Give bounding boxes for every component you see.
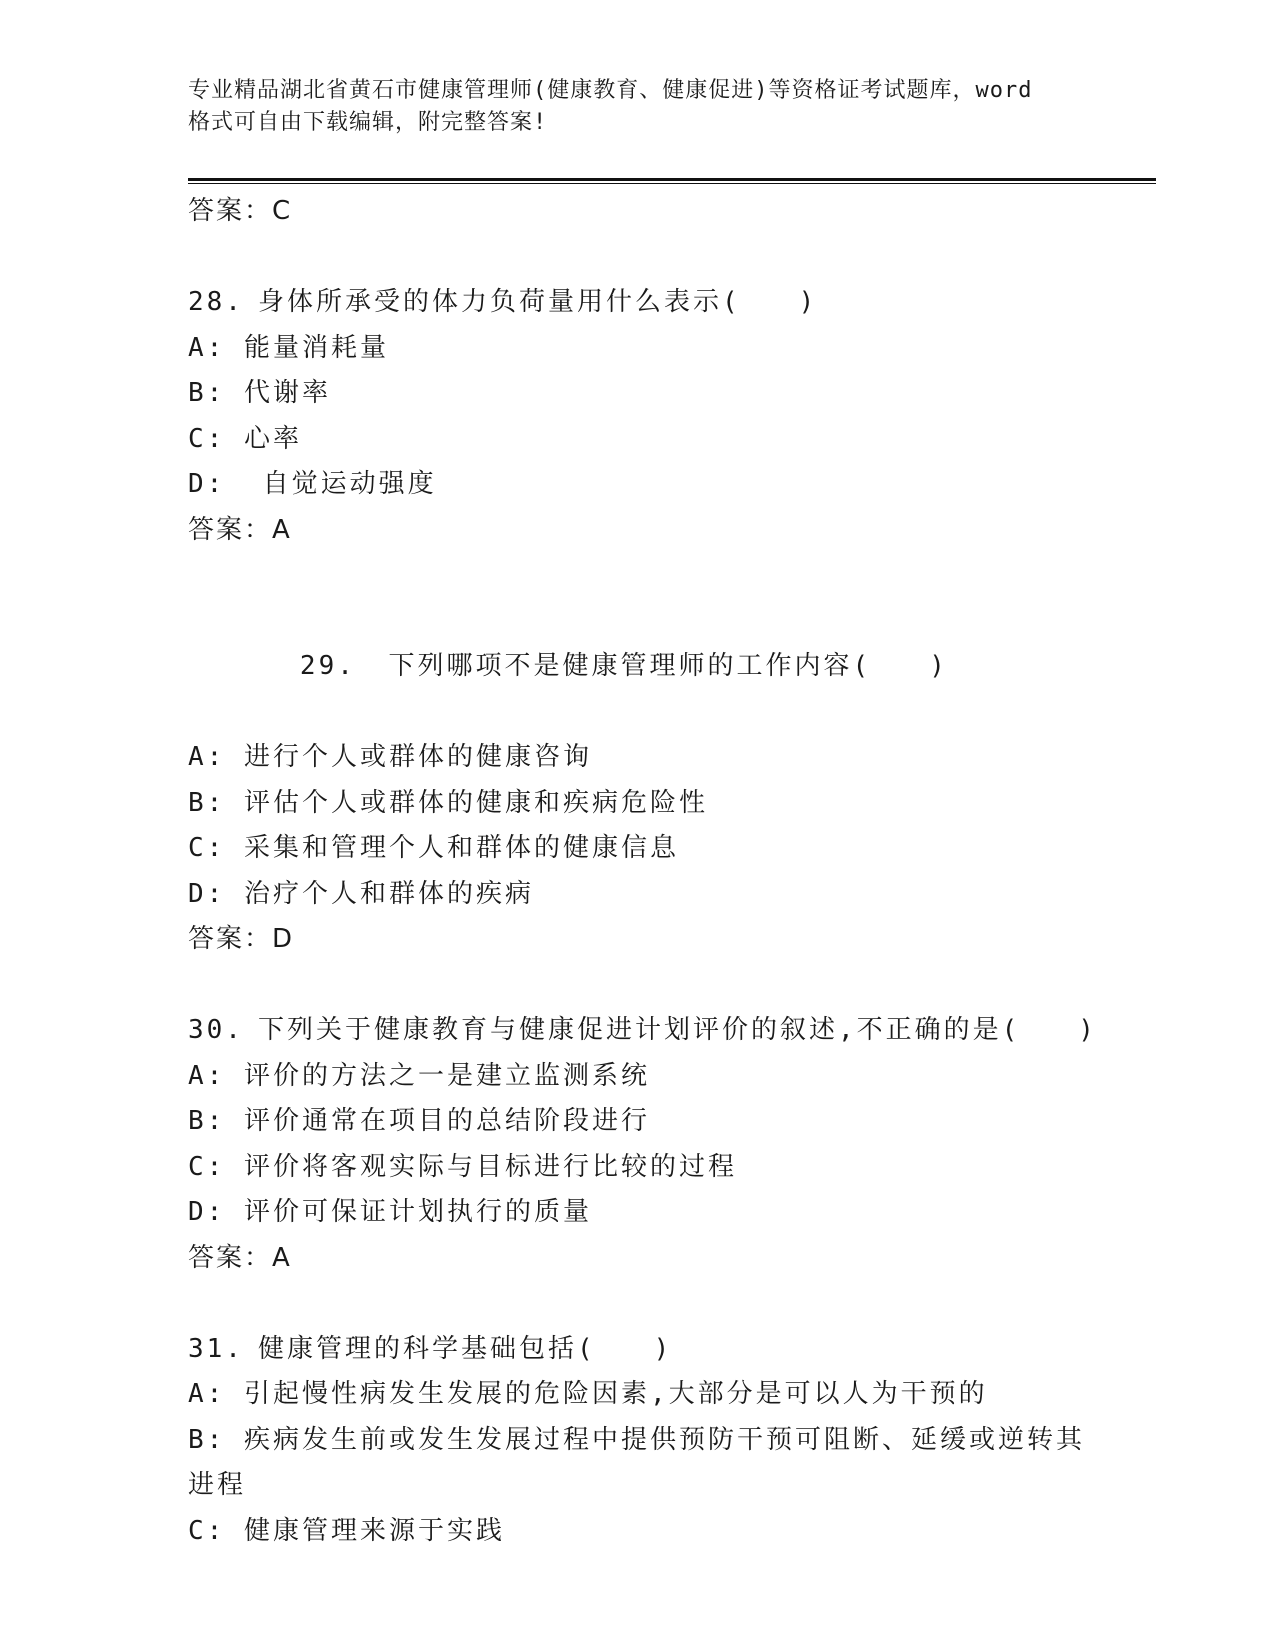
answer-29: 答案：D: [188, 924, 295, 954]
question-number: 31.: [188, 1333, 244, 1364]
option-d: D: 治疗个人和群体的疾病: [188, 878, 534, 909]
option-a: A: 进行个人或群体的健康咨询: [188, 742, 592, 772]
question-29-stem: [188, 599, 1156, 736]
option-d: D: 评价可保证计划执行的质量: [188, 1197, 592, 1227]
option-a: A: 能量消耗量: [188, 332, 389, 363]
answer-28: 答案：A: [188, 514, 292, 545]
question-text: 下列哪项不是健康管理师的工作内容( ): [369, 651, 948, 681]
answer-30: 答案：A: [188, 1242, 292, 1273]
answer-27: 答案：C: [188, 196, 293, 226]
question-28-stem: [188, 280, 1156, 326]
option-b: B: 疾病发生前或发生发展过程中提供预防干预可阻断、延缓或逆转其: [188, 1424, 1085, 1455]
option-b: B: 评估个人或群体的健康和疾病危险性: [188, 787, 708, 818]
question-30-stem: [188, 1008, 1156, 1054]
option-c: C: 心率: [188, 423, 302, 454]
option-a: A: 引起慢性病发生发展的危险因素,大部分是可以人为干预的: [188, 1379, 988, 1409]
header-line-2: 格式可自由下载编辑，附完整答案!: [188, 110, 548, 135]
option-b-continued: 进程: [188, 1470, 247, 1500]
question-number: 29.: [299, 651, 356, 681]
document-header: [188, 75, 1088, 139]
header-line-1: 专业精品湖北省黄石市健康管理师(健康教育、健康促进)等资格证考试题库，word: [188, 78, 1033, 103]
option-c: C: 健康管理来源于实践: [188, 1515, 505, 1546]
spacer: [188, 235, 1156, 281]
spacer: [188, 553, 1156, 599]
question-31-stem: [188, 1327, 1156, 1373]
header-divider-thin: [188, 183, 1156, 184]
option-a: A: 评价的方法之一是建立监测系统: [188, 1060, 650, 1091]
option-d: D: 自觉运动强度: [188, 469, 437, 499]
header-divider-thick: [188, 178, 1156, 181]
question-text: 健康管理的科学基础包括( ): [257, 1333, 673, 1364]
question-list: [188, 189, 1156, 1554]
option-c: C: 采集和管理个人和群体的健康信息: [188, 833, 679, 863]
option-b: B: 评价通常在项目的总结阶段进行: [188, 1106, 650, 1136]
question-number: 30.: [188, 1015, 244, 1045]
question-text: 下列关于健康教育与健康促进计划评价的叙述,不正确的是( ): [257, 1015, 1097, 1045]
spacer: [188, 1281, 1156, 1327]
question-number: 28.: [188, 287, 244, 317]
question-text: 身体所承受的体力负荷量用什么表示( ): [257, 287, 818, 317]
option-b: B: 代谢率: [188, 378, 331, 408]
spacer: [188, 963, 1156, 1009]
option-c: C: 评价将客观实际与目标进行比较的过程: [188, 1151, 737, 1182]
